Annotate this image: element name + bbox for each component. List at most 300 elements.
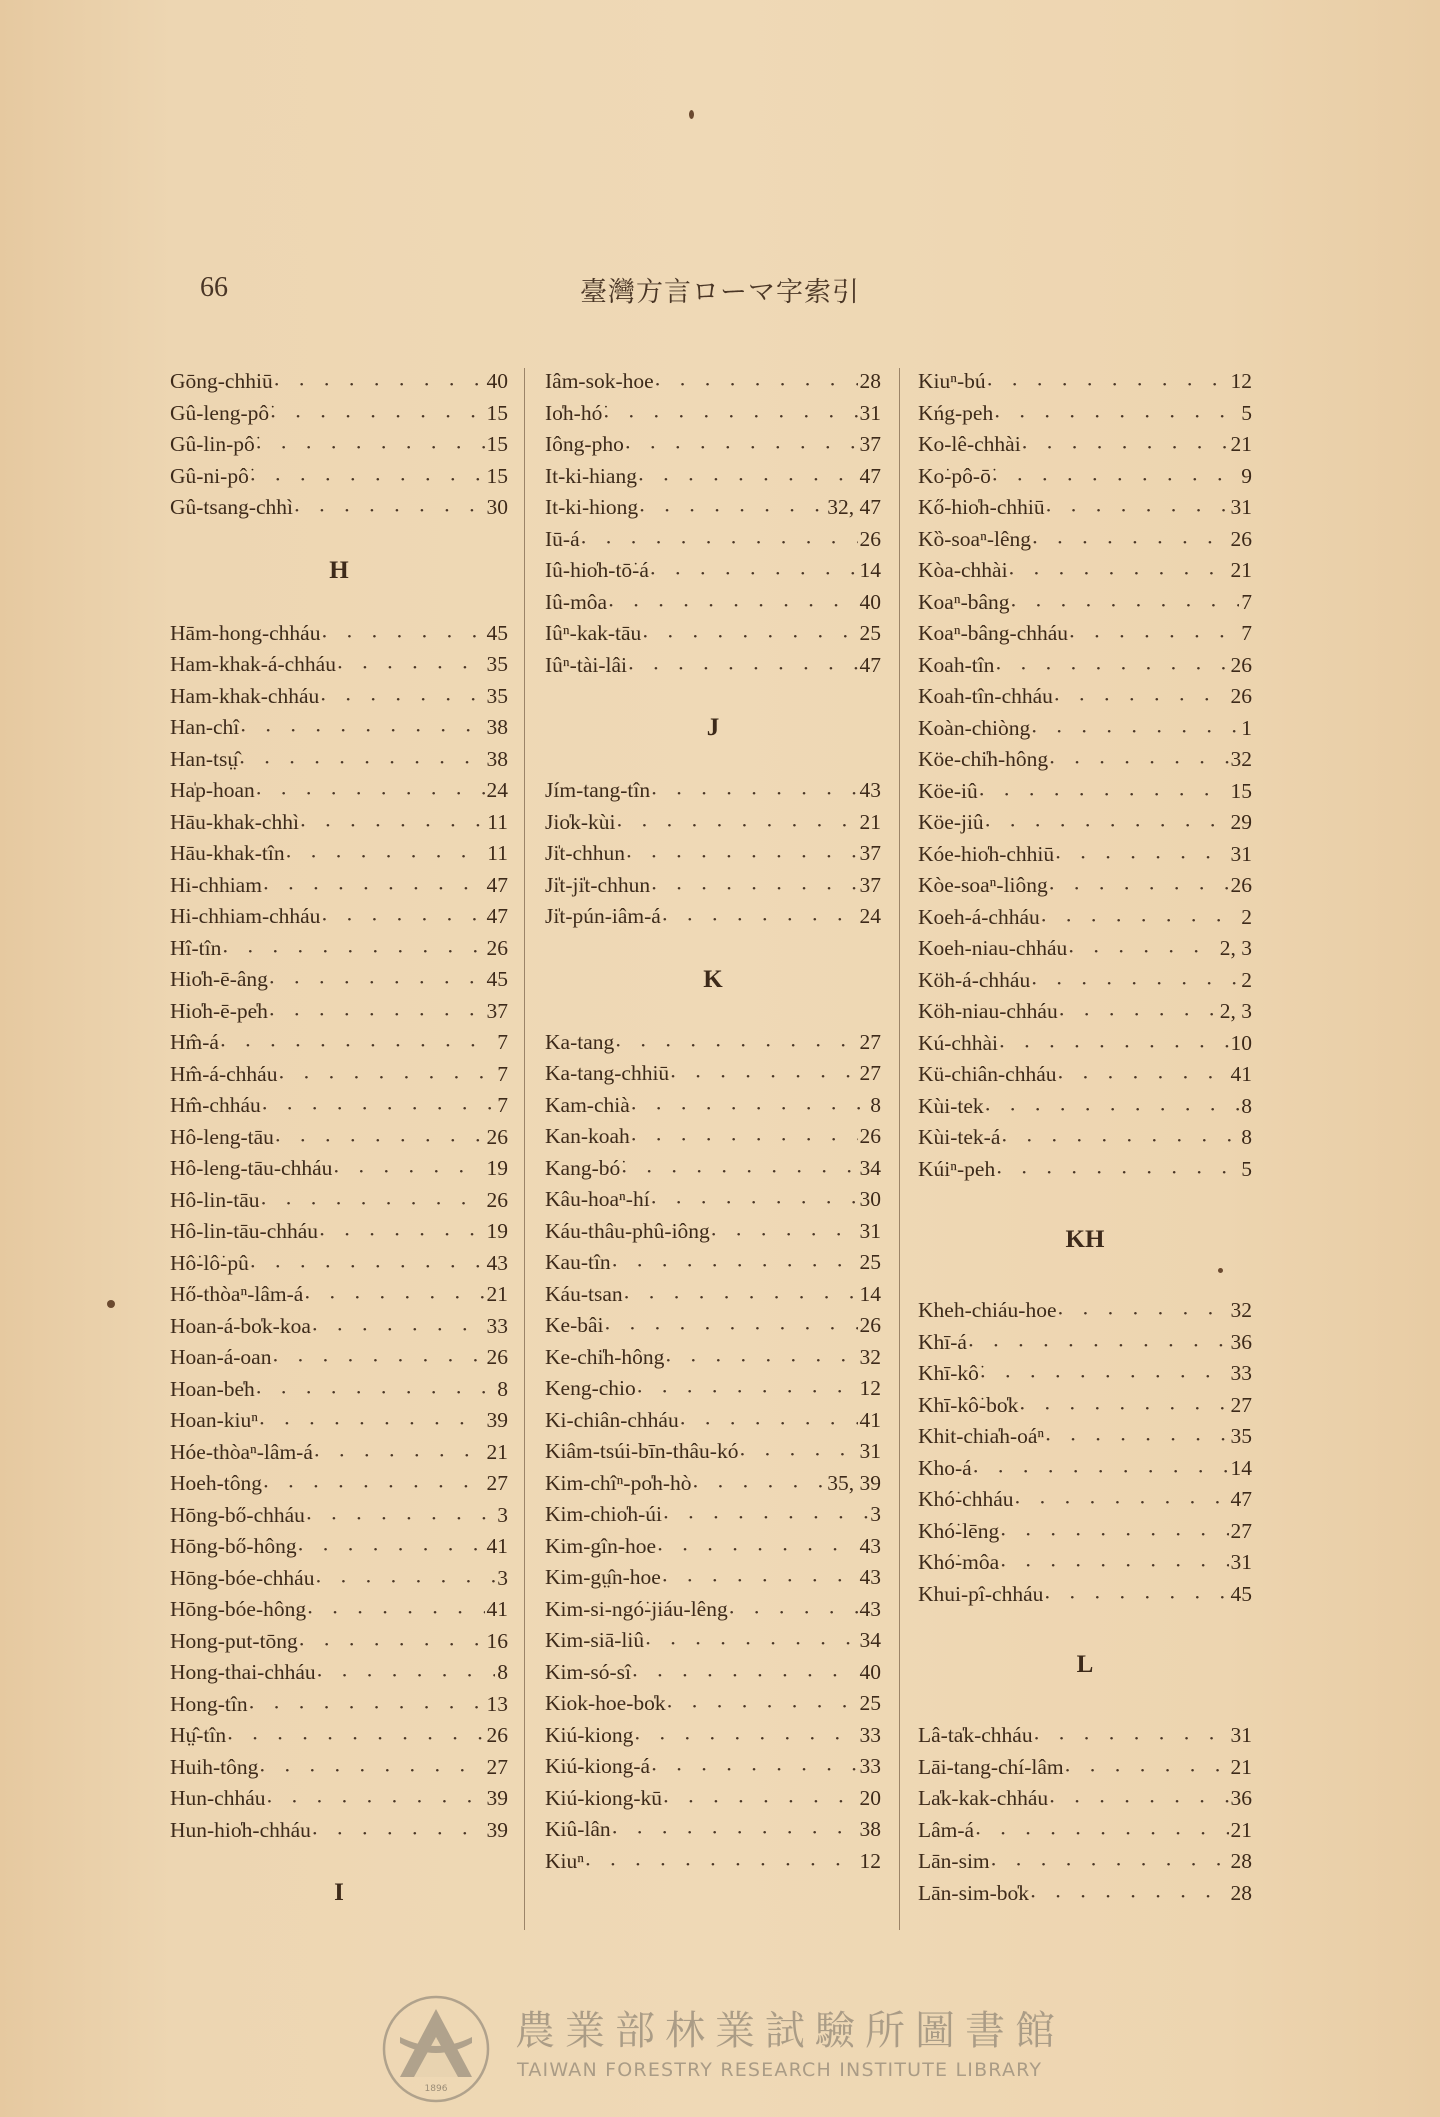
entry-term: Köe-jiû xyxy=(918,810,984,834)
dot-leader xyxy=(257,429,485,465)
entry-term: Iû-hio̍h-tō͘-á xyxy=(545,558,649,582)
entry-term: Ji̍t-chhun xyxy=(545,841,626,865)
entry-page-ref: 26 xyxy=(1230,652,1252,677)
entry-term: Iông-pho xyxy=(545,432,624,456)
dot-leader xyxy=(1047,492,1229,528)
dot-leader xyxy=(986,807,1229,843)
index-entry xyxy=(170,744,508,776)
section-heading: J xyxy=(706,714,720,741)
index-entry xyxy=(170,1216,508,1248)
dot-leader xyxy=(320,1216,484,1252)
entry-page-ref: 37 xyxy=(859,432,881,456)
index-entry xyxy=(170,618,508,650)
dot-leader xyxy=(251,1248,485,1284)
entry-term: Hōng-bóe-hông xyxy=(170,1597,307,1621)
entry-page-ref: 27 xyxy=(859,1029,881,1054)
dot-leader xyxy=(223,933,484,969)
entry-term: Hî-tîn xyxy=(170,935,222,960)
dot-leader xyxy=(1020,1390,1228,1426)
index-entry xyxy=(170,492,508,524)
entry-page-ref: 33 xyxy=(859,1754,881,1778)
index-entry xyxy=(545,1562,881,1594)
entry-page-ref: 10 xyxy=(1230,1030,1252,1055)
dot-leader xyxy=(1055,681,1229,717)
dot-leader xyxy=(1032,713,1239,749)
dot-leader xyxy=(1000,1028,1229,1064)
index-entry xyxy=(545,1090,881,1122)
dot-leader xyxy=(974,1453,1229,1489)
entry-term: Kim-si-ngó͘-jiáu-lêng xyxy=(545,1596,728,1621)
entry-page-ref: 37 xyxy=(859,872,881,897)
index-entry xyxy=(918,366,1252,398)
entry-term: Khó͘-chháu xyxy=(918,1487,1014,1511)
index-entry xyxy=(170,1059,508,1091)
dot-leader xyxy=(613,1247,858,1283)
entry-term: Kho-á xyxy=(918,1455,972,1480)
entry-page-ref: 21 xyxy=(859,809,881,834)
index-entry xyxy=(918,1295,1252,1327)
dot-leader xyxy=(1023,429,1229,465)
entry-term: Kú-chhài xyxy=(918,1030,998,1055)
dot-leader xyxy=(271,398,484,434)
entry-term: Kü-chiân-chháu xyxy=(918,1062,1057,1086)
index-entry xyxy=(545,1247,881,1279)
entry-term: Kiú-kiong-kū xyxy=(545,1785,663,1810)
paper-speck xyxy=(1218,1268,1223,1273)
index-entry xyxy=(170,1657,508,1689)
entry-page-ref: 7 xyxy=(1241,589,1252,614)
index-entry xyxy=(918,1154,1252,1186)
index-entry xyxy=(545,650,881,682)
entry-term: Khó͘-lēng xyxy=(918,1518,1000,1543)
dot-leader xyxy=(316,1563,495,1599)
entry-term: Kòa-chhài xyxy=(918,558,1008,582)
index-entry xyxy=(545,366,881,398)
dot-leader xyxy=(1032,965,1239,1001)
entry-page-ref: 45 xyxy=(486,967,508,991)
entry-term: Köe-chi̍h-hông xyxy=(918,747,1049,771)
entry-page-ref: 2 xyxy=(1241,904,1252,929)
entry-term: Ko͘-pô-ō͘ xyxy=(918,463,991,488)
entry-page-ref: 27 xyxy=(486,1754,508,1779)
entry-page-ref: 19 xyxy=(486,1219,508,1243)
dot-leader xyxy=(334,1153,484,1189)
entry-term: Hoeh-tông xyxy=(170,1471,262,1495)
entry-term: Kam-chià xyxy=(545,1092,630,1117)
entry-term: Kim-gṳ̂n-hoe xyxy=(545,1565,661,1589)
dot-leader xyxy=(1045,1579,1228,1615)
index-entry xyxy=(545,1342,881,1374)
dot-leader xyxy=(228,1720,484,1756)
dot-leader xyxy=(643,618,857,654)
index-entry xyxy=(170,1752,508,1784)
entry-page-ref: 26 xyxy=(1230,526,1252,551)
entry-term: Kȍ-soaⁿ-lêng xyxy=(918,526,1032,551)
dot-leader xyxy=(1002,1122,1239,1158)
dot-leader xyxy=(658,1531,857,1567)
index-entry xyxy=(918,1720,1252,1752)
dot-leader xyxy=(646,1625,857,1661)
index-entry xyxy=(170,1594,508,1626)
entry-page-ref: 33 xyxy=(486,1313,508,1338)
entry-term: Kim-chio̍h-úi xyxy=(545,1502,663,1526)
index-entry xyxy=(918,1516,1252,1548)
dot-leader xyxy=(264,870,485,906)
entry-page-ref: 30 xyxy=(859,1187,881,1211)
entry-term: Ji̍t-ji̍t-chhun xyxy=(545,872,651,897)
entry-page-ref: 35 xyxy=(486,652,508,676)
entry-term: It-ki-hiang xyxy=(545,463,637,488)
entry-term: Lān-sim-bo̍k xyxy=(918,1880,1030,1905)
library-seal-icon xyxy=(380,1993,492,2105)
entry-page-ref: 31 xyxy=(859,400,881,425)
index-entry xyxy=(170,996,508,1028)
entry-term: Hô-lin-tāu xyxy=(170,1187,260,1212)
dot-leader xyxy=(1016,1484,1229,1520)
running-title: 臺灣方言ローマ字索引 xyxy=(580,277,860,308)
entry-page-ref: 31 xyxy=(859,1439,881,1463)
dot-leader xyxy=(980,776,1229,812)
index-entry xyxy=(170,807,508,839)
entry-term: Gû-lin-pô͘ xyxy=(170,432,255,456)
entry-term: Kúiⁿ-peh xyxy=(918,1156,996,1181)
entry-page-ref: 35 xyxy=(486,683,508,708)
entry-page-ref: 27 xyxy=(859,1061,881,1085)
section-heading: K xyxy=(703,965,723,993)
entry-page-ref: 5 xyxy=(1241,400,1252,425)
entry-term: Kő-hio̍h-chhiū xyxy=(918,495,1045,519)
entry-page-ref: 31 xyxy=(1230,1550,1252,1574)
entry-page-ref: 45 xyxy=(1230,1581,1252,1606)
entry-term: Khī-kô͘ xyxy=(918,1361,979,1385)
index-entry xyxy=(918,1579,1252,1611)
index-entry xyxy=(545,1751,881,1783)
dot-leader xyxy=(604,398,857,434)
entry-page-ref: 39 xyxy=(486,1817,508,1842)
entry-term: Io̍h-hó͘ xyxy=(545,400,603,425)
dot-leader xyxy=(988,366,1229,402)
dot-leader xyxy=(1066,1752,1229,1788)
index-entry xyxy=(545,1657,881,1689)
index-entry xyxy=(545,429,881,461)
dot-leader xyxy=(273,1342,484,1378)
entry-term: Iûⁿ-tài-lâi xyxy=(545,652,627,677)
entry-page-ref: 21 xyxy=(1230,432,1252,456)
index-entry xyxy=(918,1453,1252,1485)
entry-page-ref: 21 xyxy=(486,1282,508,1306)
index-entry xyxy=(918,429,1252,461)
entry-term: Gû-tsang-chhì xyxy=(170,495,293,519)
index-entry xyxy=(545,524,881,556)
index-entry xyxy=(545,1594,881,1626)
dot-leader xyxy=(251,461,485,497)
index-entry xyxy=(545,1625,881,1657)
index-entry xyxy=(170,1468,508,1500)
entry-term: Ke-bâi xyxy=(545,1313,604,1337)
entry-term: Kńg-peh xyxy=(918,400,994,425)
index-entry xyxy=(545,1499,881,1531)
entry-term: Kim-chîⁿ-po̍h-hò xyxy=(545,1470,692,1495)
index-entry xyxy=(170,901,508,933)
library-name-zh: 農業部林業試驗所圖書館 xyxy=(515,2008,1065,2054)
entry-page-ref: 19 xyxy=(486,1156,508,1180)
dot-leader xyxy=(1035,1720,1229,1756)
index-entry xyxy=(170,1689,508,1721)
entry-term: Káu-tsan xyxy=(545,1281,623,1306)
entry-page-ref: 14 xyxy=(859,558,881,582)
entry-term: Khit-chia̍h-oáⁿ xyxy=(918,1424,1045,1448)
entry-term: Iûⁿ-kak-tāu xyxy=(545,621,642,645)
index-entry xyxy=(170,1720,508,1752)
entry-page-ref: 2 xyxy=(1241,967,1252,992)
entry-page-ref: 34 xyxy=(859,1155,881,1180)
entry-page-ref: 26 xyxy=(486,1124,508,1149)
entry-page-ref: 26 xyxy=(486,1187,508,1212)
entry-page-ref: 8 xyxy=(497,1660,508,1684)
index-entry xyxy=(170,712,508,744)
dot-leader xyxy=(622,1153,857,1189)
entry-page-ref: 32 xyxy=(1230,1298,1252,1322)
entry-term: Koaⁿ-bâng xyxy=(918,589,1010,614)
index-entry xyxy=(170,1374,508,1406)
dot-leader xyxy=(652,775,857,811)
entry-term: Köh-á-chháu xyxy=(918,967,1031,992)
entry-term: Ji̍t-pún-iâm-á xyxy=(545,904,661,928)
entry-page-ref: 21 xyxy=(1230,1817,1252,1842)
dot-leader xyxy=(995,398,1239,434)
dot-leader xyxy=(275,366,485,402)
entry-page-ref: 7 xyxy=(497,1093,508,1117)
entry-term: Kang-bó͘ xyxy=(545,1155,621,1180)
entry-page-ref: 38 xyxy=(486,746,508,771)
dot-leader xyxy=(616,1027,857,1063)
entry-page-ref: 24 xyxy=(486,778,508,802)
entry-term: Keng-chio xyxy=(545,1376,636,1400)
entry-page-ref: 38 xyxy=(486,715,508,739)
entry-page-ref: 25 xyxy=(859,1250,881,1274)
entry-page-ref: 33 xyxy=(1230,1361,1252,1385)
index-entry xyxy=(545,1121,881,1153)
entry-term: Khó͘-môa xyxy=(918,1550,1000,1574)
dot-leader xyxy=(1050,744,1228,780)
entry-term: Huih-tông xyxy=(170,1754,259,1779)
index-entry xyxy=(918,902,1252,934)
entry-page-ref: 32 xyxy=(1230,747,1252,771)
index-entry xyxy=(170,964,508,996)
entry-term: Hṳ̂-tîn xyxy=(170,1723,227,1747)
entry-page-ref: 43 xyxy=(859,778,881,802)
entry-term: Koah-tîn xyxy=(918,652,995,677)
entry-page-ref: 14 xyxy=(859,1281,881,1306)
dot-leader xyxy=(613,1814,858,1850)
dot-leader xyxy=(606,1310,858,1346)
entry-page-ref: 12 xyxy=(859,1848,881,1873)
index-entry xyxy=(918,492,1252,524)
dot-leader xyxy=(666,1342,857,1378)
entry-page-ref: 15 xyxy=(486,400,508,425)
dot-leader xyxy=(1033,524,1228,560)
entry-term: Kiuⁿ-bú xyxy=(918,369,986,393)
entry-page-ref: 21 xyxy=(486,1439,508,1464)
dot-leader xyxy=(668,1688,858,1724)
entry-page-ref: 40 xyxy=(859,589,881,614)
index-entry xyxy=(170,649,508,681)
entry-term: Kùi-tek xyxy=(918,1093,984,1118)
entry-page-ref: 47 xyxy=(859,652,881,677)
entry-page-ref: 27 xyxy=(1230,1518,1252,1543)
paper-speck xyxy=(107,1300,115,1308)
dot-leader xyxy=(241,712,484,748)
entry-term: Hām-hong-chháu xyxy=(170,620,321,645)
entry-term: Hô-lin-tāu-chháu xyxy=(170,1219,319,1243)
entry-term: Ki-chiân-chháu xyxy=(545,1407,679,1432)
entry-term: Kim-só-sî xyxy=(545,1659,631,1684)
dot-leader xyxy=(279,1059,495,1095)
entry-page-ref: 15 xyxy=(486,463,508,488)
dot-leader xyxy=(664,1783,857,1819)
entry-page-ref: 7 xyxy=(1241,621,1252,645)
entry-page-ref: 1 xyxy=(1241,715,1252,740)
entry-term: Kóe-hio̍h-chhiū xyxy=(918,841,1055,866)
entry-term: Kiâm-tsúi-bīn-thâu-kó xyxy=(545,1439,739,1463)
entry-page-ref: 41 xyxy=(1230,1062,1252,1086)
entry-term: Lâm-á xyxy=(918,1817,975,1842)
entry-term: Kiú-kiong xyxy=(545,1722,634,1747)
dot-leader xyxy=(586,1846,857,1882)
entry-term: Khī-á xyxy=(918,1329,967,1354)
entry-term: Gû-leng-pô͘ xyxy=(170,400,270,425)
section-heading: H xyxy=(329,556,349,584)
entry-page-ref: 35 xyxy=(1230,1424,1252,1448)
entry-page-ref: 40 xyxy=(859,1659,881,1684)
index-entry xyxy=(170,1153,508,1185)
index-entry xyxy=(545,775,881,807)
entry-term: Ham-khak-á-chháu xyxy=(170,652,336,676)
index-entry xyxy=(918,713,1252,745)
entry-term: Hm̂-chháu xyxy=(170,1093,261,1117)
entry-term: Hô͘-lô͘-pû xyxy=(170,1250,249,1275)
index-entry xyxy=(545,398,881,430)
dot-leader xyxy=(681,1405,858,1441)
entry-page-ref: 47 xyxy=(859,463,881,488)
entry-page-ref: 5 xyxy=(1241,1156,1252,1181)
entry-page-ref: 37 xyxy=(859,841,881,865)
dot-leader xyxy=(629,650,858,686)
entry-page-ref: 32 xyxy=(859,1344,881,1369)
index-entry xyxy=(918,398,1252,430)
dot-leader xyxy=(305,1279,484,1315)
dot-leader xyxy=(318,1657,496,1693)
entry-page-ref: 31 xyxy=(1230,1723,1252,1747)
dot-leader xyxy=(262,1185,485,1221)
index-entry xyxy=(545,1310,881,1342)
entry-term: Ka-tang xyxy=(545,1029,615,1054)
dot-leader xyxy=(240,744,484,780)
dot-leader xyxy=(627,838,857,874)
entry-term: Lāi-tang-chí-lâm xyxy=(918,1754,1064,1779)
entry-page-ref: 8 xyxy=(870,1092,881,1117)
entry-term: Iâm-sok-hoe xyxy=(545,369,654,393)
seal-year: 1896 xyxy=(424,2084,448,2094)
dot-leader xyxy=(1069,933,1218,969)
entry-page-ref: 26 xyxy=(859,1313,881,1337)
entry-page-ref: 26 xyxy=(486,935,508,960)
dot-leader xyxy=(632,1090,868,1126)
entry-term: Káu-thâu-phû-iông xyxy=(545,1218,710,1243)
dot-leader xyxy=(257,1374,495,1410)
index-entry xyxy=(918,1122,1252,1154)
entry-page-ref: 8 xyxy=(497,1376,508,1401)
library-watermark xyxy=(370,1985,1090,2105)
index-entry xyxy=(918,1327,1252,1359)
entry-page-ref: 2, 3 xyxy=(1219,999,1252,1023)
dot-leader xyxy=(1010,555,1229,591)
index-entry xyxy=(918,650,1252,682)
entry-term: It-ki-hiong xyxy=(545,495,639,519)
entry-term: Jio̍k-kùi xyxy=(545,809,616,834)
dot-leader xyxy=(301,807,485,843)
index-entry xyxy=(170,933,508,965)
dot-leader xyxy=(609,587,857,623)
dot-leader xyxy=(992,1846,1229,1882)
entry-term: Gōng-chhiū xyxy=(170,369,273,393)
dot-leader xyxy=(313,1815,485,1851)
index-entry xyxy=(170,1090,508,1122)
entry-page-ref: 39 xyxy=(486,1408,508,1432)
entry-page-ref: 36 xyxy=(1230,1786,1252,1810)
dot-leader xyxy=(313,1311,485,1347)
index-entry xyxy=(545,618,881,650)
dot-leader xyxy=(308,1594,484,1630)
entry-page-ref: 31 xyxy=(1230,841,1252,866)
entry-term: Ka-tang-chhiū xyxy=(545,1061,670,1085)
entry-page-ref: 21 xyxy=(1230,1754,1252,1779)
index-entry xyxy=(918,1484,1252,1516)
entry-page-ref: 31 xyxy=(859,1218,881,1243)
dot-leader xyxy=(300,1626,485,1662)
dot-leader xyxy=(287,838,486,874)
dot-leader xyxy=(638,1373,858,1409)
dot-leader xyxy=(651,555,858,591)
entry-term: Gû-ni-pô͘ xyxy=(170,463,249,488)
entry-page-ref: 7 xyxy=(497,1061,508,1086)
dot-leader xyxy=(652,1184,858,1220)
dot-leader xyxy=(625,1279,858,1315)
dot-leader xyxy=(639,461,858,497)
dot-leader xyxy=(1056,839,1228,875)
index-entry xyxy=(918,839,1252,871)
dot-leader xyxy=(260,1752,484,1788)
index-entry xyxy=(545,1279,881,1311)
entry-term: Hoan-á-oan xyxy=(170,1345,272,1369)
index-entry xyxy=(918,1547,1252,1579)
dot-leader xyxy=(976,1815,1228,1851)
index-entry xyxy=(918,461,1252,493)
entry-page-ref: 30 xyxy=(486,495,508,519)
entry-page-ref: 2, 3 xyxy=(1219,936,1252,960)
dot-leader xyxy=(338,649,485,685)
entry-page-ref: 47 xyxy=(1230,1487,1252,1511)
dot-leader xyxy=(981,1358,1229,1394)
entry-page-ref: 25 xyxy=(859,1691,881,1715)
page-number: 66 xyxy=(200,272,228,303)
dot-leader xyxy=(1031,1878,1228,1914)
entry-page-ref: 43 xyxy=(859,1565,881,1589)
entry-page-ref: 35, 39 xyxy=(827,1470,881,1495)
entry-page-ref: 33 xyxy=(859,1722,881,1747)
section-heading: I xyxy=(334,1879,344,1906)
dot-leader xyxy=(663,1562,858,1598)
